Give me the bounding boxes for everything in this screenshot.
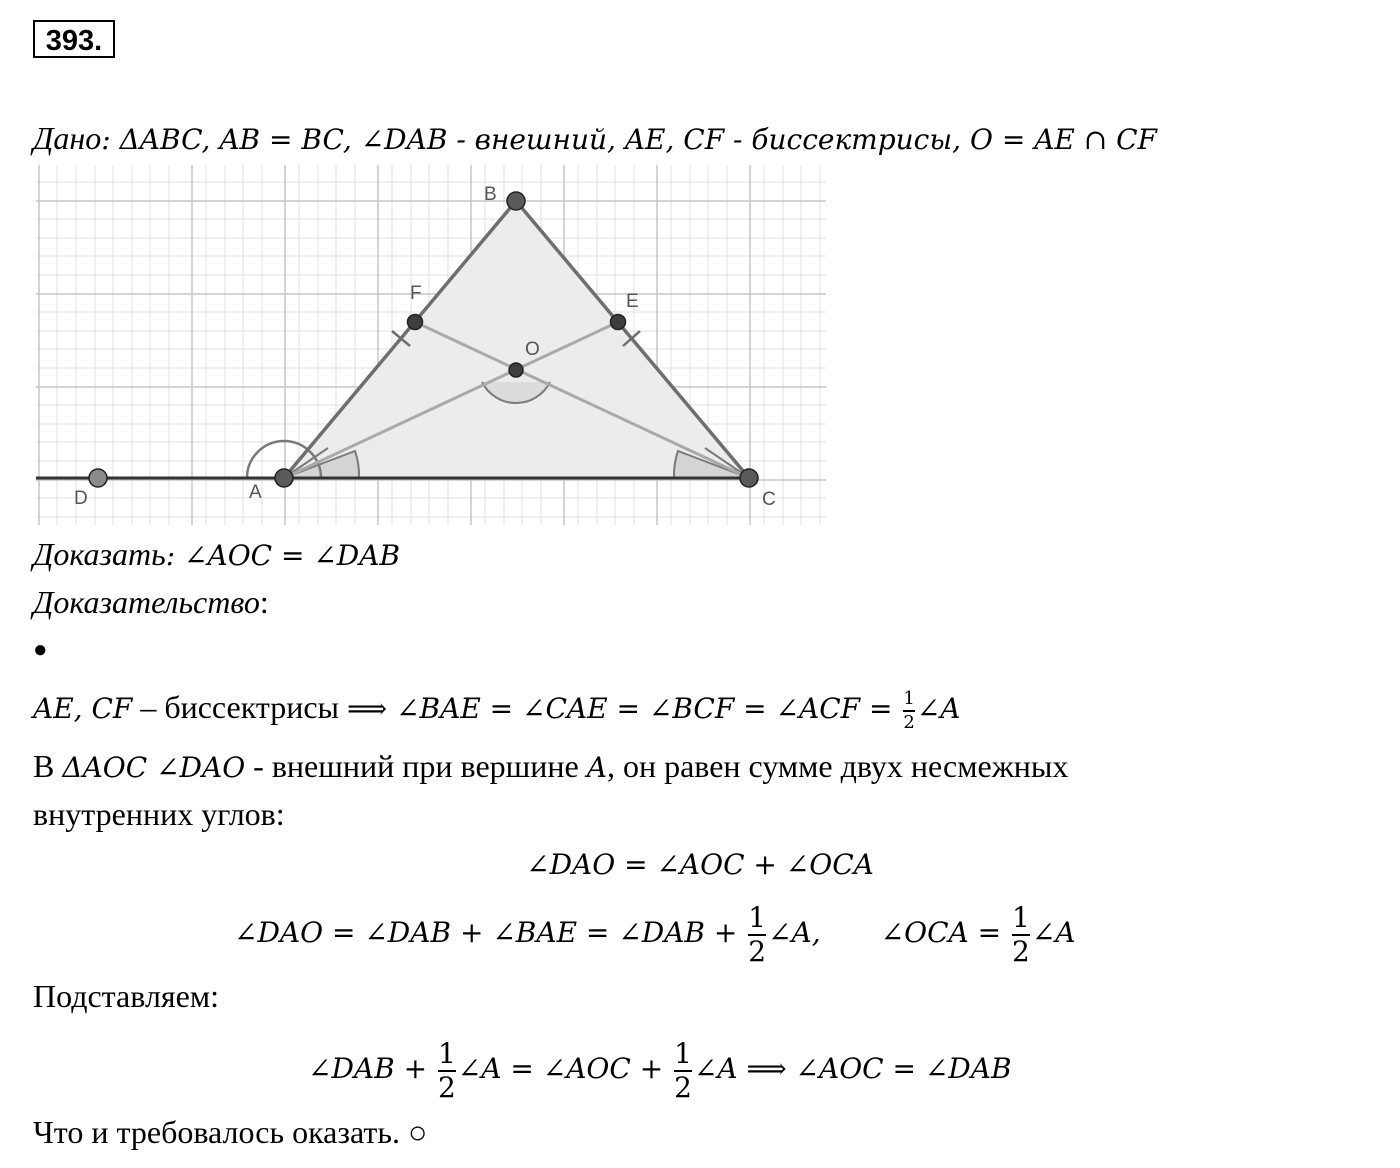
point-o xyxy=(509,363,523,377)
proof-line-1: AE, CF – биссектрисы ⟹ ∠BAE = ∠CAE = ∠BCF = ∠ACF = $\frac{1}{2}$ ∠A xyxy=(33,687,961,733)
point-a xyxy=(275,469,293,487)
fraction-half: $\frac{1}{2}$ xyxy=(748,900,767,968)
label-d: D xyxy=(74,488,88,509)
fraction-half: $\frac{1}{2}$ xyxy=(903,687,915,733)
equation-3: ∠DAB + $\frac{1}{2}$ ∠A = ∠AOC + $\frac{1}{2}$ ∠A ⟹ ∠AOC = ∠DAB xyxy=(308,1036,1012,1104)
prove-line xyxy=(33,534,400,576)
point-c xyxy=(740,469,758,487)
proof-line-4: Подставляем: xyxy=(33,978,219,1014)
proof-line-3: внутренних углов: xyxy=(33,796,285,832)
conclusion: Что и требовалось оказать. ○ xyxy=(33,1114,428,1150)
given-label: Дано xyxy=(33,120,102,156)
label-o: O xyxy=(525,339,540,360)
fraction-half: $\frac{1}{2}$ xyxy=(1012,900,1030,968)
label-e: E xyxy=(626,291,639,312)
point-d xyxy=(89,469,107,487)
point-b xyxy=(507,192,525,210)
point-f xyxy=(408,315,423,330)
fraction-half: $\frac{1}{2}$ xyxy=(437,1036,456,1104)
prove-text: : ∠AOC = ∠DAB xyxy=(165,539,401,572)
geometry-figure xyxy=(36,165,826,525)
label-b: B xyxy=(484,184,497,205)
bullet: ● xyxy=(33,637,48,663)
triangle-abc xyxy=(284,201,749,478)
label-a: A xyxy=(249,482,262,503)
equation-1: ∠DAO = ∠AOC + ∠OCA xyxy=(526,848,874,881)
proof-label: Доказательство xyxy=(33,584,260,620)
label-c: C xyxy=(762,489,776,510)
label-f: F xyxy=(410,283,422,304)
proof-heading: Доказательство: xyxy=(33,584,269,620)
given-text: : ΔABC, AB = BC, ∠DAB - внешний, AE, CF - биссектрисы, O = AE ∩ CF xyxy=(101,123,1157,156)
problem-number: 393. xyxy=(33,20,115,58)
prove-label: Доказать xyxy=(33,536,166,572)
fraction-half: $\frac{1}{2}$ xyxy=(674,1036,692,1104)
point-e xyxy=(611,315,626,330)
proof-line-2: В ΔAOC ∠DAO - внешний при вершине A, он равен сумме двух несмежных xyxy=(33,748,1069,784)
equation-2: ∠DAO = ∠DAB + ∠BAE = ∠DAB + $\frac{1}{2}$ ∠A, ∠OCA = $\frac{1}{2}$ ∠A xyxy=(234,900,1076,968)
given-line xyxy=(33,118,1157,160)
